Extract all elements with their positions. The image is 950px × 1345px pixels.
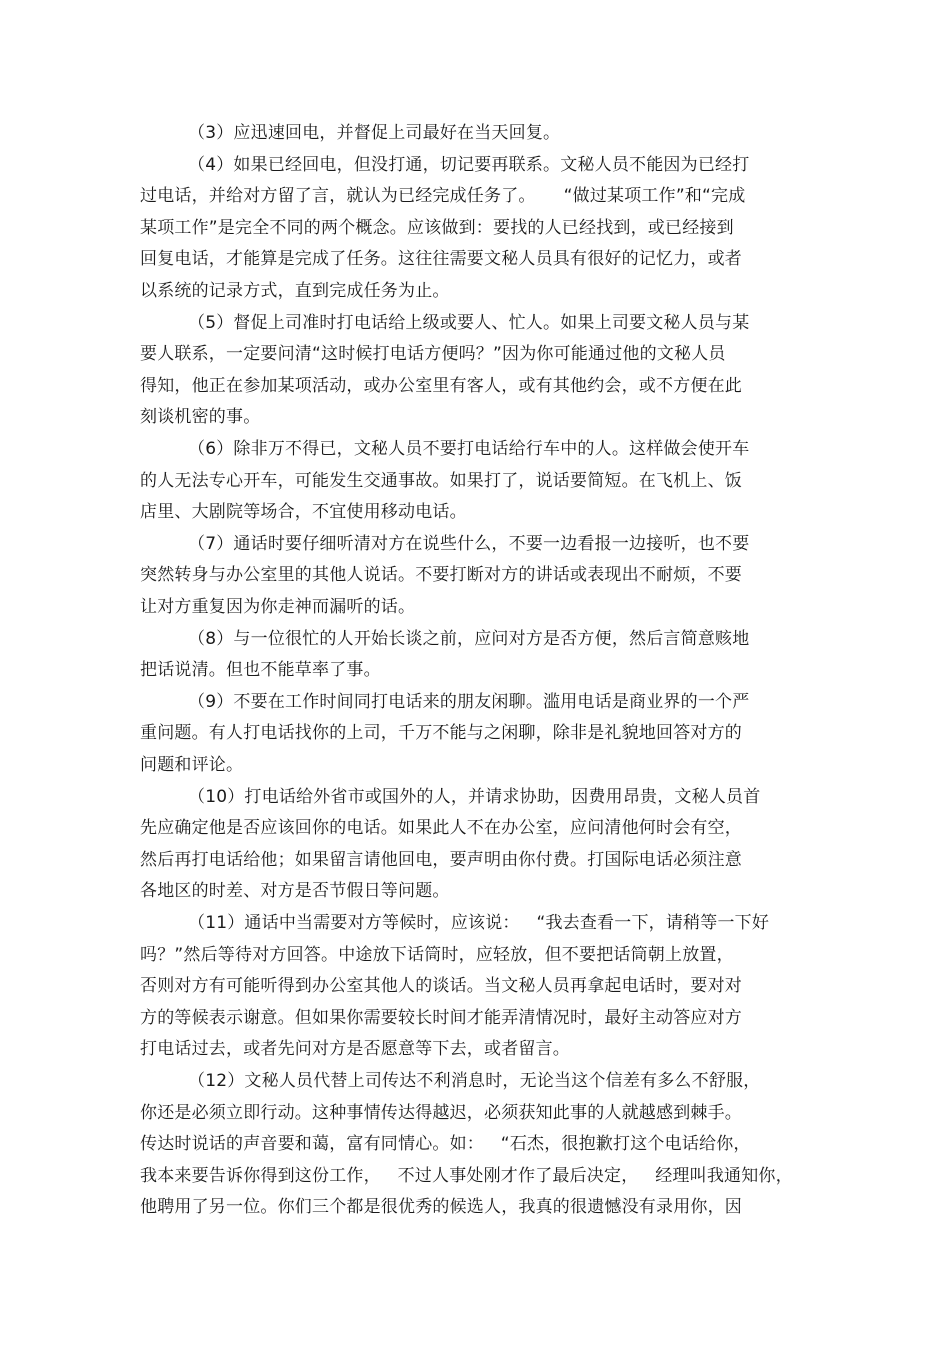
paragraph-first-line: （11）通话中当需要对方等候时，应该说： “我去查看一下，请稍等一下好 [188,913,770,933]
paragraph-line: 传达时说话的声音要和蔼，富有同情心。如： “石杰，很抱歉打这个电话给你， [140,1134,751,1154]
paragraph-line: 得知，他正在参加某项活动，或办公室里有客人，或有其他约会，或不方便在此 [140,376,742,396]
paragraph-line: 把话说清。但也不能草率了事。 [140,660,381,680]
paragraph-line: 以系统的记录方式，直到完成任务为止。 [140,281,450,301]
paragraph-line: 否则对方有可能听得到办公室其他人的谈话。当文秘人员再拿起电话时，要对对 [140,976,742,996]
paragraph-line: 重问题。有人打电话找你的上司，千万不能与之闲聊，除非是礼貌地回答对方的 [140,723,742,743]
paragraph-line: 吗？”然后等待对方回答。中途放下话筒时，应轻放，但不要把话筒朝上放置， [140,945,734,965]
paragraph-line: 刻谈机密的事。 [140,407,261,427]
paragraph-first-line: （6）除非万不得已，文秘人员不要打电话给行车中的人。这样做会使开车 [188,439,750,459]
paragraph-line: 打电话过去，或者先问对方是否愿意等下去，或者留言。 [140,1039,570,1059]
paragraph-line: 的人无法专心开车，可能发生交通事故。如果打了，说话要简短。在飞机上、饭 [140,471,742,491]
paragraph-line: 你还是必须立即行动。这种事情传达得越迟，必须获知此事的人就越感到棘手。 [140,1103,742,1123]
paragraph-line: 方的等候表示谢意。但如果你需要较长时间才能弄清情况时，最好主动答应对方 [140,1008,742,1028]
paragraph-first-line: （8）与一位很忙的人开始长谈之前，应问对方是否方便，然后言简意赅地 [188,629,750,649]
paragraph-first-line: （9）不要在工作时间同打电话来的朋友闲聊。滥用电话是商业界的一个严 [188,692,750,712]
paragraph-first-line: （4）如果已经回电，但没打通，切记要再联系。文秘人员不能因为已经打 [188,155,750,175]
paragraph-first-line: （5）督促上司准时打电话给上级或要人、忙人。如果上司要文秘人员与某 [188,313,750,333]
paragraph-first-line: （12）文秘人员代替上司传达不利消息时，无论当这个信差有多么不舒服， [188,1071,761,1091]
paragraph-line: 各地区的时差、对方是否节假日等问题。 [140,881,450,901]
paragraph-line: 某项工作”是完全不同的两个概念。应该做到：要找的人已经找到，或已经接到 [140,218,734,238]
paragraph-line: 他聘用了另一位。你们三个都是很优秀的候选人，我真的很遗憾没有录用你，因 [140,1197,742,1217]
paragraph-line: 店里、大剧院等场合，不宜使用移动电话。 [140,502,467,522]
paragraph-line: 然后再打电话给他；如果留言请他回电，要声明由你付费。打国际电话必须注意 [140,850,742,870]
paragraph-line: 要人联系，一定要问清“这时候打电话方便吗？”因为你可能通过他的文秘人员 [140,344,726,364]
paragraph-line: 突然转身与办公室里的其他人说话。不要打断对方的讲话或表现出不耐烦，不要 [140,565,742,585]
paragraph-line: 让对方重复因为你走神而漏听的话。 [140,597,416,617]
paragraph-line: 先应确定他是否应该回你的电话。如果此人不在办公室，应问清他何时会有空， [140,818,742,838]
paragraph-line: 回复电话，才能算是完成了任务。这往往需要文秘人员具有很好的记忆力，或者 [140,249,742,269]
paragraph-first-line: （7）通话时要仔细听清对方在说些什么，不要一边看报一边接听，也不要 [188,534,750,554]
paragraph-first-line: （10）打电话给外省市或国外的人，并请求协助，因费用昂贵，文秘人员首 [188,787,761,807]
paragraph-line: 我本来要告诉你得到这份工作， 不过人事处刚才作了最后决定， 经理叫我通知你， [140,1166,793,1186]
paragraph-first-line: （3）应迅速回电，并督促上司最好在当天回复。 [188,123,561,143]
paragraph-line: 问题和评论。 [140,755,244,775]
paragraph-line: 过电话，并给对方留了言，就认为已经完成任务了。 “做过某项工作”和“完成 [140,186,746,206]
